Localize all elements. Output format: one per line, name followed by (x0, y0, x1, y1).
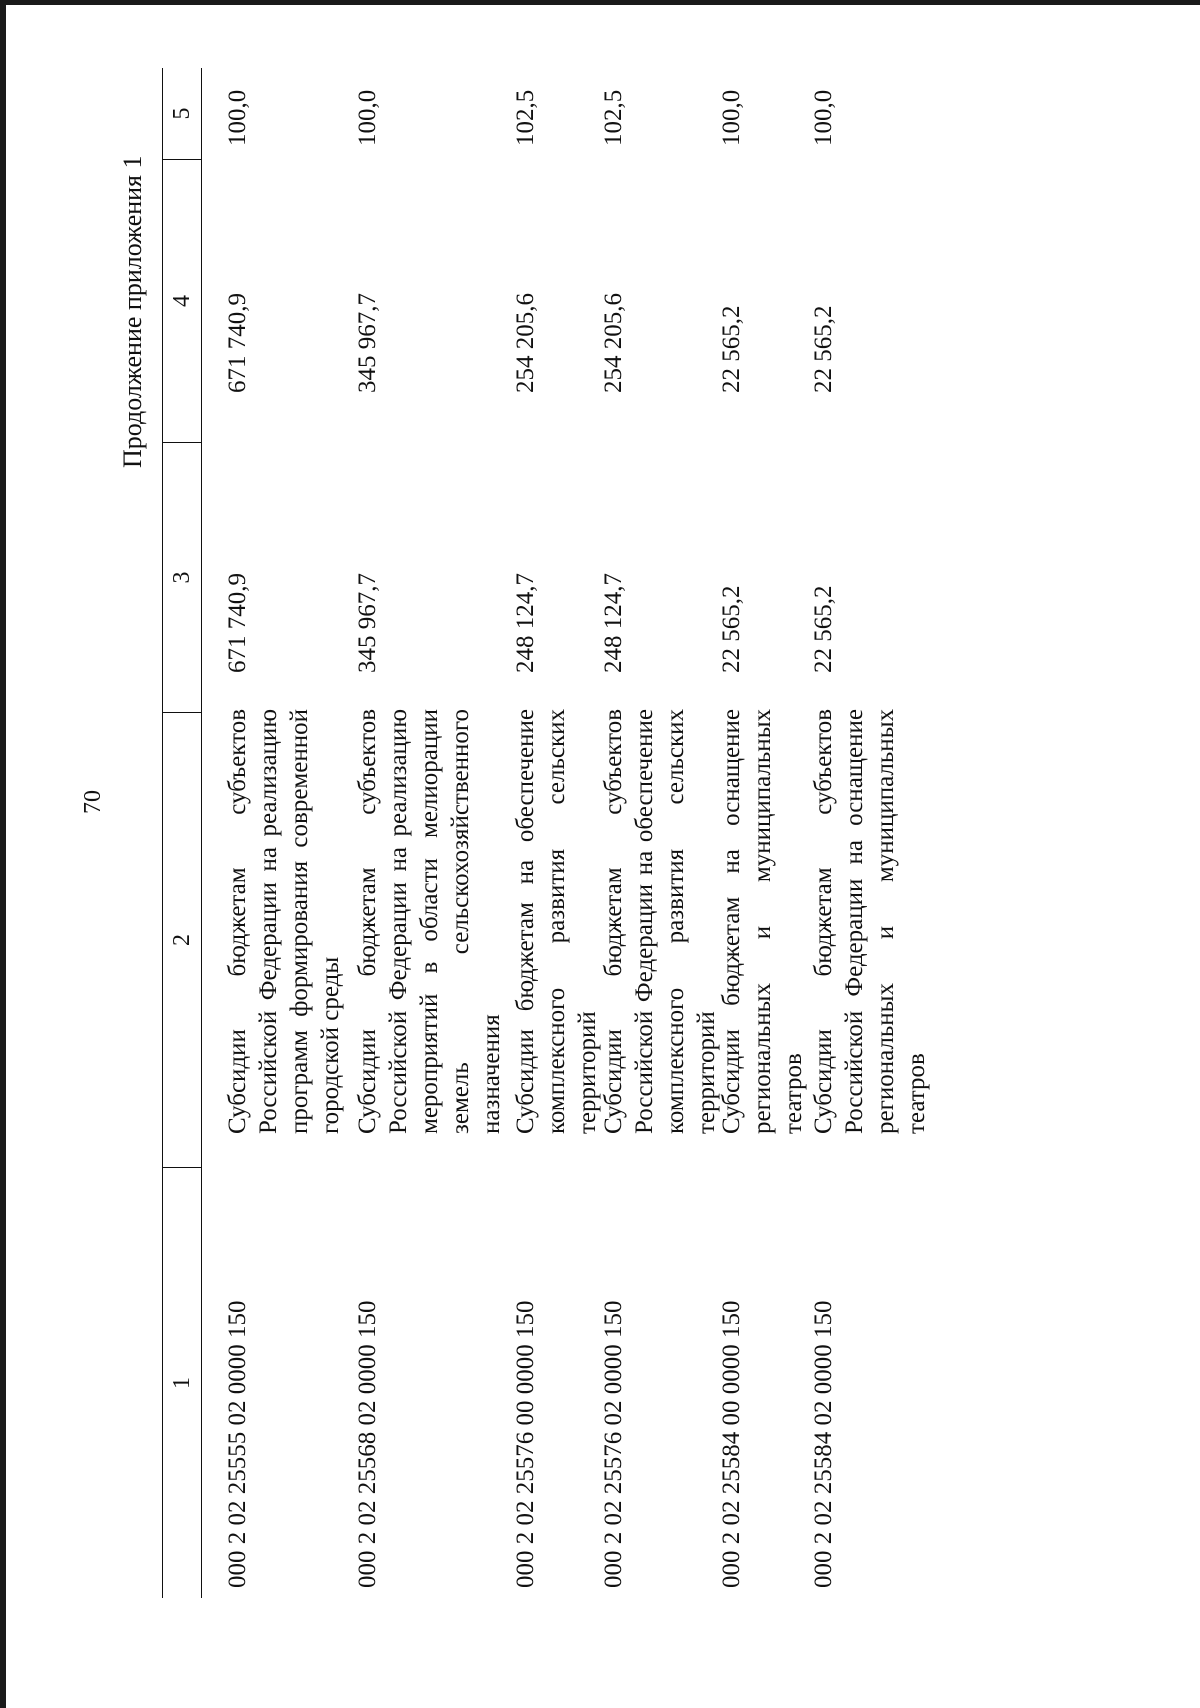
value-col-3: 22 565,2 (810, 585, 837, 673)
continuation-label: Продолжение приложения 1 (118, 155, 147, 468)
value-col-5: 100,0 (354, 89, 381, 146)
header-cell-4: 4 (163, 160, 201, 443)
table-row (352, 68, 505, 1598)
value-col-5: 102,5 (512, 89, 539, 146)
value-col-4: 254 205,6 (512, 293, 539, 393)
row-description: Субсидии бюджетам на оснащение региональных и муниципальных театров (718, 709, 807, 1134)
table-row (716, 68, 807, 1598)
value-col-3: 22 565,2 (718, 585, 745, 673)
value-col-4: 671 740,9 (224, 293, 251, 393)
row-description: Субсидии бюджетам на обеспечение комплексного развития сельских территорий (512, 709, 601, 1134)
page-number: 70 (80, 790, 106, 814)
row-description: Субсидии бюджетам субъектов Российской Федерации на реализацию программ формирования современной городской среды (224, 709, 344, 1134)
description-cell (510, 709, 603, 1168)
header-cell-1: 1 (169, 1377, 195, 1389)
row-description: Субсидии бюджетам субъектов Российской Федерации на оснащение региональных и муниципальных театров (810, 709, 930, 1134)
value-col-4: 22 565,2 (810, 305, 837, 393)
budget-code: 000 2 02 25576 00 0000 150 (512, 1300, 539, 1588)
value-col-3: 248 124,7 (512, 573, 539, 673)
value-col-5: 100,0 (224, 89, 251, 146)
description-cell (222, 709, 346, 1168)
budget-code: 000 2 02 25584 00 0000 150 (718, 1300, 745, 1588)
table-row (222, 68, 344, 1598)
header-cell-2: 2 (163, 713, 201, 1168)
description-cell (352, 709, 507, 1168)
value-col-4: 22 565,2 (718, 305, 745, 393)
value-col-5: 100,0 (718, 89, 745, 146)
appendix-table (162, 68, 930, 1598)
value-col-5: 100,0 (810, 89, 837, 146)
value-col-3: 671 740,9 (224, 573, 251, 673)
budget-code: 000 2 02 25584 02 0000 150 (810, 1300, 837, 1588)
row-description: Субсидии бюджетам субъектов Российской Федерации на реализацию мероприятий в области мелиорации земель сельскохозяйственного назначения (354, 709, 505, 1134)
description-cell (598, 709, 722, 1168)
table-row (808, 68, 930, 1598)
table-row (598, 68, 720, 1598)
description-cell (808, 709, 932, 1168)
budget-code: 000 2 02 25555 02 0000 150 (224, 1300, 251, 1588)
value-col-4: 345 967,7 (354, 293, 381, 393)
description-cell (716, 709, 809, 1168)
table-header (162, 68, 202, 1598)
value-col-3: 345 967,7 (354, 573, 381, 673)
row-description: Субсидии бюджетам субъектов Российской Федерации на обеспечение комплексного развития сельских территорий (600, 709, 720, 1134)
header-cell-3: 3 (163, 443, 201, 713)
value-col-3: 248 124,7 (600, 573, 627, 673)
value-col-5: 102,5 (600, 89, 627, 146)
value-col-4: 254 205,6 (600, 293, 627, 393)
header-cell-5: 5 (163, 68, 201, 160)
table-row (510, 68, 601, 1598)
budget-code: 000 2 02 25568 02 0000 150 (354, 1300, 381, 1588)
budget-code: 000 2 02 25576 02 0000 150 (600, 1300, 627, 1588)
